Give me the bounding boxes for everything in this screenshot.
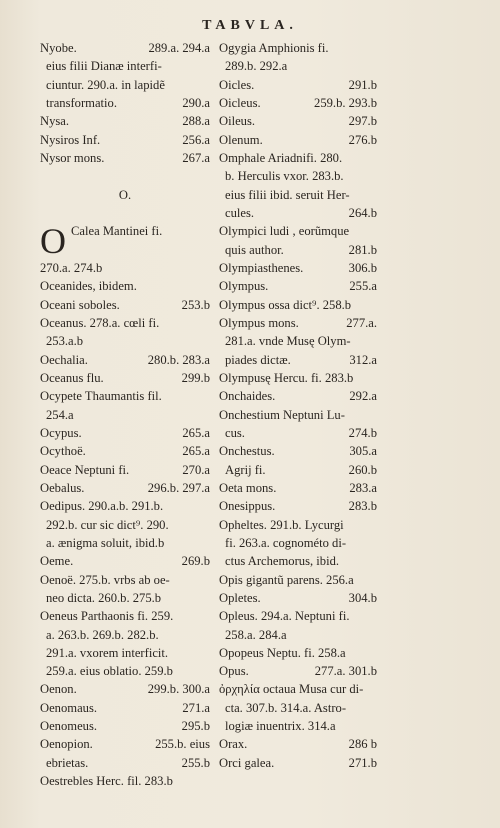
index-entry-line (219, 644, 377, 662)
entry-text: Orci galea. (219, 755, 275, 770)
index-entry-line (219, 332, 377, 350)
entry-reference: 255.b (181, 755, 210, 770)
entry-reference: 267.a (182, 150, 210, 165)
entry-text: Oeme. (40, 554, 74, 569)
entry-reference: 265.a (182, 444, 210, 459)
index-entry-line (219, 607, 377, 625)
entry-text: Oceani soboles. (40, 297, 120, 312)
index-entry-line (40, 332, 210, 350)
index-entry-line (219, 516, 377, 534)
entry-text: Opus. (219, 664, 249, 679)
entry-text: Oicles. (219, 77, 255, 92)
entry-text: Ocypete Thaumantis fil. (40, 389, 162, 404)
index-entry-line (40, 57, 210, 75)
index-entry-line (219, 186, 377, 204)
entry-text: Olympusę Hercu. fi. 283.b (219, 370, 354, 385)
entry-text: cus. (225, 425, 245, 440)
index-entry-line (40, 717, 210, 735)
entry-text: Opheltes. 291.b. Lycurgi (219, 517, 344, 532)
entry-text: Nyobe. (40, 41, 77, 55)
index-entry-line (40, 259, 210, 277)
entry-reference: 288.a (182, 114, 210, 129)
index-entry-line (40, 369, 210, 387)
entry-reference: 276.b (348, 132, 377, 147)
entry-reference: 283.b (348, 499, 377, 514)
entry-reference: 271.b (348, 755, 377, 770)
index-entry-line (40, 277, 210, 295)
index-entry-line (219, 296, 377, 314)
entry-text: Oeneus Parthaonis fi. 259. (40, 609, 174, 624)
entry-text: 292.b. cur sic dict⁹. 290. (46, 517, 169, 532)
entry-reference: 292.a (349, 389, 377, 404)
entry-text: logiæ inuentrix. 314.a (225, 719, 336, 734)
entry-reference: 277.a. (346, 315, 377, 330)
index-entry-line (40, 699, 210, 717)
entry-reference: 277.a. 301.b (314, 664, 377, 679)
index-entry-line (40, 314, 210, 332)
entry-text: ebrietas. (46, 755, 89, 770)
entry-reference: 306.b (348, 260, 377, 275)
entry-text: quis author. (225, 242, 284, 257)
index-entry-line (219, 277, 377, 295)
index-entry-line (219, 149, 377, 167)
entry-text: a. 263.b. 269.b. 282.b. (46, 627, 159, 642)
index-column-right (219, 39, 377, 772)
entry-text: Oenopion. (40, 737, 93, 752)
index-entry-line (40, 76, 210, 94)
entry-text: Oenon. (40, 682, 77, 697)
index-entry-line (40, 167, 210, 185)
index-entry-line (219, 39, 377, 57)
entry-reference: 253.b (181, 297, 210, 312)
entry-text: transformatio. (46, 95, 117, 110)
index-entry-line (40, 442, 210, 460)
index-entry-line (219, 369, 377, 387)
entry-reference: 312.a (349, 352, 377, 367)
index-entry-line (40, 387, 210, 405)
index-entry-line (219, 461, 377, 479)
index-entry-line (40, 479, 210, 497)
index-entry-line (219, 76, 377, 94)
entry-text: Oeta mons. (219, 480, 277, 495)
entry-text: Olympus. (219, 279, 269, 294)
entry-text: Oechalia. (40, 352, 88, 367)
index-entry-line (40, 461, 210, 479)
entry-text: Opletes. (219, 590, 261, 605)
entry-reference: 299.b. 300.a (147, 682, 210, 697)
entry-reference: 281.b (348, 242, 377, 257)
index-entry-line (219, 57, 377, 75)
entry-text: Opleus. 294.a. Neptuni fi. (219, 609, 350, 624)
index-entry-line (219, 479, 377, 497)
index-entry-line (219, 735, 377, 753)
entry-text: neo dicta. 260.b. 275.b (46, 590, 162, 605)
entry-text: Ocypus. (40, 425, 82, 440)
index-entry-line (40, 149, 210, 167)
entry-text: Agrij fi. (225, 462, 266, 477)
entry-text: Olympiasthenes. (219, 260, 304, 275)
index-entry-line (219, 662, 377, 680)
entry-text: Omphale Ariadnifi. 280. (219, 150, 343, 165)
entry-text: Orax. (219, 737, 248, 752)
entry-reference: 265.a (182, 425, 210, 440)
index-entry-line (219, 314, 377, 332)
entry-text: Oenoë. 275.b. vrbs ab oe- (40, 572, 170, 587)
entry-text: Calea Mantinei fi. (71, 224, 163, 239)
entry-text: eius filii Dianæ interfi- (46, 59, 162, 74)
entry-text: Opopeus Neptu. fi. 258.a (219, 645, 346, 660)
index-entry-line (219, 626, 377, 644)
index-entry-line (40, 552, 210, 570)
entry-text: Olenum. (219, 132, 263, 147)
index-entry-line (219, 424, 377, 442)
index-entry-line (40, 534, 210, 552)
entry-text: a. ænigma soluit, ibid.b (46, 535, 165, 550)
index-entry-line (40, 662, 210, 680)
section-letter-heading: O. (118, 187, 132, 202)
entry-text: b. Herculis vxor. 283.b. (225, 169, 344, 184)
index-entry-line (219, 167, 377, 185)
entry-text: Oenomeus. (40, 719, 98, 734)
index-entry-line (219, 351, 377, 369)
entry-text: Onchestus. (219, 444, 275, 459)
index-entry-line (219, 259, 377, 277)
entry-text: Oestrebles Herc. fil. 283.b (40, 774, 173, 789)
entry-text: Oebalus. (40, 480, 85, 495)
entry-text: Oceanus. 278.a. cœli fi. (40, 315, 160, 330)
index-entry-line (40, 571, 210, 589)
drop-cap-letter: O (40, 221, 66, 262)
index-entry-line (40, 131, 210, 149)
index-entry-line (219, 589, 377, 607)
entry-reference: 299.b (181, 370, 210, 385)
entry-text: 281.a. vnde Musę Olym- (225, 334, 351, 349)
entry-text: 289.b. 292.a (225, 59, 288, 74)
entry-reference: 291.b (348, 77, 377, 92)
index-entry-line (219, 387, 377, 405)
entry-reference: 290.a (182, 95, 210, 110)
index-entry-line (40, 754, 210, 772)
index-entry-line (40, 39, 210, 57)
entry-text: Oicleus. (219, 95, 261, 110)
entry-reference: 269.b (181, 554, 210, 569)
index-entry-line (219, 204, 377, 222)
entry-text: Nysiros Inf. (40, 132, 101, 147)
index-entry-line (219, 680, 377, 698)
index-entry-line (40, 516, 210, 534)
index-entry-line (40, 406, 210, 424)
index-entry-line (40, 607, 210, 625)
entry-text: 291.a. vxorem interficit. (46, 645, 169, 660)
index-entry-line (40, 204, 210, 222)
entry-reference: 280.b. 283.a (147, 352, 210, 367)
entry-reference: 274.b (348, 425, 377, 440)
entry-text: Nysor mons. (40, 150, 105, 165)
entry-reference: 256.a (182, 132, 210, 147)
entry-text: Onesippus. (219, 499, 276, 514)
index-entry-line (40, 94, 210, 112)
entry-reference: 259.b. 293.b (314, 95, 377, 110)
entry-text: Oenomaus. (40, 700, 98, 715)
entry-reference: 270.a (182, 462, 210, 477)
entry-text: ὀρχηλία octaua Musa cur di- (219, 682, 364, 697)
entry-text: Opis gigantũ parens. 256.a (219, 572, 354, 587)
index-entry-line (40, 626, 210, 644)
index-entry-line (219, 241, 377, 259)
entry-text: cules. (225, 205, 255, 220)
running-header: TABVLA. (202, 18, 298, 33)
entry-text: Ocythoë. (40, 444, 86, 459)
entry-text: Oceanus flu. (40, 370, 104, 385)
index-entry-line (40, 589, 210, 607)
entry-reference: 286 b (348, 737, 377, 752)
entry-text: 259.a. eius oblatio. 259.b (46, 664, 173, 679)
entry-reference: 255.a (349, 279, 377, 294)
index-entry-line (219, 699, 377, 717)
entry-reference: 304.b (348, 590, 377, 605)
index-entry-line (40, 424, 210, 442)
index-entry-line (219, 552, 377, 570)
entry-text: ciuntur. 290.a. in lapidẽ (46, 77, 165, 92)
entry-text: 258.a. 284.a (225, 627, 287, 642)
entry-text: Nysa. (40, 114, 70, 129)
index-entry-line (40, 351, 210, 369)
entry-text: 254.a (46, 407, 74, 422)
entry-text: Onchestium Neptuni Lu- (219, 407, 345, 422)
entry-reference: 264.b (348, 205, 377, 220)
index-entry-line (40, 296, 210, 314)
entry-text: Olympus mons. (219, 315, 299, 330)
index-entry-line (219, 754, 377, 772)
index-column-left (40, 39, 210, 790)
index-entry-line (40, 680, 210, 698)
entry-text: piades dictæ. (225, 352, 291, 367)
index-entry-line (40, 644, 210, 662)
entry-text: cta. 307.b. 314.a. Astro- (225, 700, 347, 715)
entry-reference: 255.b. eius (155, 737, 210, 752)
index-entry-line (219, 131, 377, 149)
entry-reference: 305.a (349, 444, 377, 459)
index-entry-line (40, 497, 210, 515)
entry-text: 253.a.b (46, 334, 84, 349)
entry-text: Oeace Neptuni fi. (40, 462, 130, 477)
index-entry-line (219, 222, 377, 240)
index-entry-line (219, 112, 377, 130)
entry-reference: 296.b. 297.a (147, 480, 210, 495)
entry-reference: 289.a. 294.a (148, 41, 210, 55)
index-entry-line (219, 94, 377, 112)
entry-text: eius filii ibid. seruit Her- (225, 187, 350, 202)
index-entry-line (40, 772, 210, 790)
entry-text: ctus Archemorus, ibid. (225, 554, 340, 569)
index-entry-line (219, 534, 377, 552)
index-entry-line (40, 112, 210, 130)
index-entry-line (40, 735, 210, 753)
entry-reference: 297.b (348, 114, 377, 129)
index-entry-line (219, 571, 377, 589)
entry-text: Ogygia Amphionis fi. (219, 41, 329, 55)
index-entry-line (219, 717, 377, 735)
entry-text: Oileus. (219, 114, 256, 129)
entry-text: Olympici ludi , eorũmque (219, 224, 350, 239)
entry-text: fi. 263.a. cognométo di- (225, 535, 347, 550)
entry-text: Olympus ossa dict⁹. 258.b (219, 297, 352, 312)
entry-reference: 260.b (348, 462, 377, 477)
entry-text: Oceanides, ibidem. (40, 279, 137, 294)
index-entry-line (219, 497, 377, 515)
index-entry-line (219, 442, 377, 460)
entry-reference: 271.a (182, 700, 210, 715)
index-entry-line (40, 186, 210, 204)
entry-text: Onchaides. (219, 389, 276, 404)
entry-reference: 295.b (181, 719, 210, 734)
entry-reference: 283.a (349, 480, 377, 495)
index-entry-line (40, 221, 210, 262)
entry-text: Oedipus. 290.a.b. 291.b. (40, 499, 164, 514)
index-entry-line (219, 406, 377, 424)
entry-text: 270.a. 274.b (40, 260, 103, 275)
